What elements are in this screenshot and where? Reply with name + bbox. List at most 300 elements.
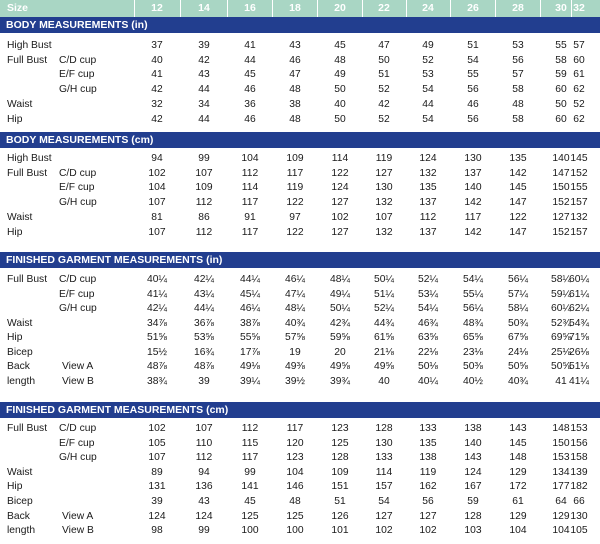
value-cell: 123 bbox=[286, 452, 304, 464]
row-label: Bicep bbox=[7, 346, 33, 358]
table-row bbox=[0, 288, 600, 302]
value-cell: 137 bbox=[419, 197, 437, 209]
value-cell: 152 bbox=[552, 226, 570, 238]
value-cell: 62 bbox=[573, 84, 585, 96]
value-cell: 54 bbox=[378, 496, 390, 507]
value-cell: 53⅝ bbox=[193, 332, 215, 343]
row-label: Hip bbox=[7, 113, 23, 125]
value-cell: 89 bbox=[151, 466, 163, 478]
value-cell: 128 bbox=[331, 452, 349, 464]
row-label: Waist bbox=[7, 211, 33, 223]
value-cell: 97 bbox=[289, 211, 301, 223]
value-cell: 46¼ bbox=[284, 274, 306, 285]
value-cell: 22⅛ bbox=[417, 346, 439, 358]
value-cell: 162 bbox=[419, 481, 437, 493]
value-cell: 61¼ bbox=[568, 288, 590, 300]
value-cell: 99 bbox=[198, 153, 210, 164]
size-header-row bbox=[0, 0, 600, 17]
value-cell: 148 bbox=[552, 423, 570, 434]
value-cell: 50¼ bbox=[329, 303, 351, 314]
table-row bbox=[0, 317, 600, 331]
value-cell: 177 bbox=[552, 481, 570, 493]
value-cell: 49⅝ bbox=[329, 361, 351, 372]
table-row bbox=[0, 451, 600, 465]
value-cell: 41 bbox=[151, 69, 163, 81]
value-cell: 50¼ bbox=[373, 274, 395, 285]
table-row bbox=[0, 196, 600, 210]
value-cell: 143 bbox=[509, 423, 527, 434]
column-divider bbox=[495, 0, 496, 17]
value-cell: 41¼ bbox=[146, 288, 168, 300]
value-cell: 56¼ bbox=[462, 303, 484, 314]
row-label: Back bbox=[7, 361, 30, 372]
column-divider bbox=[571, 0, 572, 17]
value-cell: 42¼ bbox=[146, 303, 168, 314]
value-cell: 137 bbox=[464, 167, 482, 179]
value-cell: 42 bbox=[151, 84, 163, 96]
column-divider bbox=[362, 0, 363, 17]
value-cell: 109 bbox=[331, 466, 349, 478]
value-cell: 54 bbox=[422, 113, 434, 125]
value-cell: 71⅝ bbox=[568, 332, 590, 343]
value-cell: 51¼ bbox=[373, 288, 395, 300]
value-cell: 54¼ bbox=[462, 274, 484, 285]
section-title-text: FINISHED GARMENT MEASUREMENTS (in) bbox=[6, 254, 223, 266]
value-cell: 101 bbox=[331, 525, 349, 537]
column-divider bbox=[317, 0, 318, 17]
value-cell: 104 bbox=[509, 525, 527, 537]
row-sublabel: E/F cup bbox=[59, 288, 95, 300]
value-cell: 105 bbox=[570, 525, 588, 537]
value-cell: 49¼ bbox=[329, 288, 351, 300]
row-sublabel: C/D cup bbox=[59, 423, 97, 434]
value-cell: 40½ bbox=[462, 375, 484, 387]
value-cell: 49 bbox=[334, 69, 346, 81]
value-cell: 114 bbox=[241, 182, 259, 194]
value-cell: 132 bbox=[570, 211, 588, 223]
value-cell: 52 bbox=[378, 84, 390, 96]
value-cell: 48⅞ bbox=[193, 361, 215, 372]
table-row bbox=[0, 83, 600, 97]
value-cell: 124 bbox=[195, 510, 213, 522]
value-cell: 55 bbox=[467, 69, 479, 81]
value-cell: 127 bbox=[419, 510, 437, 522]
value-cell: 64 bbox=[555, 496, 567, 507]
value-cell: 107 bbox=[148, 197, 166, 209]
value-cell: 59⅝ bbox=[329, 332, 351, 343]
value-cell: 23⅛ bbox=[462, 346, 484, 358]
size-30: 30 bbox=[555, 2, 567, 14]
value-cell: 60 bbox=[573, 54, 585, 66]
value-cell: 123 bbox=[331, 423, 349, 434]
row-sublabel: View A bbox=[62, 510, 94, 522]
table-row bbox=[0, 167, 600, 181]
value-cell: 45 bbox=[334, 40, 346, 51]
value-cell: 39¼ bbox=[239, 375, 261, 387]
row-sublabel: C/D cup bbox=[59, 274, 97, 285]
table-row bbox=[0, 331, 600, 345]
value-cell: 52¼ bbox=[417, 274, 439, 285]
value-cell: 112 bbox=[241, 167, 259, 179]
value-cell: 39 bbox=[198, 375, 210, 387]
value-cell: 41 bbox=[244, 40, 256, 51]
table-row bbox=[0, 495, 600, 509]
value-cell: 142 bbox=[509, 167, 527, 179]
value-cell: 43¼ bbox=[193, 288, 215, 300]
value-cell: 42 bbox=[151, 113, 163, 125]
value-cell: 48 bbox=[334, 54, 346, 66]
value-cell: 153 bbox=[552, 452, 570, 464]
value-cell: 129 bbox=[509, 466, 527, 478]
section-title-4 bbox=[0, 402, 600, 418]
value-cell: 102 bbox=[331, 211, 349, 223]
value-cell: 145 bbox=[509, 437, 527, 449]
value-cell: 44 bbox=[198, 113, 210, 125]
row-label: Hip bbox=[7, 332, 23, 343]
table-row bbox=[0, 181, 600, 195]
value-cell: 132 bbox=[375, 226, 393, 238]
value-cell: 55¼ bbox=[462, 288, 484, 300]
value-cell: 107 bbox=[195, 167, 213, 179]
value-cell: 38¾ bbox=[146, 375, 168, 387]
value-cell: 153 bbox=[570, 423, 588, 434]
value-cell: 56 bbox=[467, 84, 479, 96]
value-cell: 63⅝ bbox=[417, 332, 439, 343]
value-cell: 26⅛ bbox=[568, 346, 590, 358]
value-cell: 21⅛ bbox=[373, 346, 395, 358]
value-cell: 112 bbox=[195, 226, 213, 238]
size-26: 26 bbox=[467, 2, 479, 14]
value-cell: 133 bbox=[375, 452, 393, 464]
value-cell: 147 bbox=[509, 197, 527, 209]
value-cell: 99 bbox=[244, 466, 256, 478]
value-cell: 98 bbox=[151, 525, 163, 537]
value-cell: 61 bbox=[573, 69, 585, 81]
value-cell: 48¾ bbox=[462, 317, 484, 329]
value-cell: 102 bbox=[419, 525, 437, 537]
table-row bbox=[0, 524, 600, 538]
value-cell: 66 bbox=[573, 496, 585, 507]
value-cell: 158 bbox=[570, 452, 588, 464]
value-cell: 117 bbox=[241, 452, 259, 464]
size-20: 20 bbox=[334, 2, 346, 14]
value-cell: 57 bbox=[573, 40, 585, 51]
value-cell: 59 bbox=[555, 69, 567, 81]
value-cell: 127 bbox=[331, 226, 349, 238]
value-cell: 102 bbox=[148, 423, 166, 434]
value-cell: 110 bbox=[195, 437, 213, 449]
value-cell: 104 bbox=[148, 182, 166, 194]
value-cell: 134 bbox=[552, 466, 570, 478]
value-cell: 44¼ bbox=[193, 303, 215, 314]
row-label: High Bust bbox=[7, 40, 52, 51]
value-cell: 94 bbox=[151, 153, 163, 164]
value-cell: 40¾ bbox=[284, 317, 306, 329]
value-cell: 129 bbox=[509, 510, 527, 522]
size-18: 18 bbox=[289, 2, 301, 14]
row-sublabel: View A bbox=[62, 361, 94, 372]
value-cell: 54 bbox=[422, 84, 434, 96]
value-cell: 127 bbox=[331, 197, 349, 209]
row-label: High Bust bbox=[7, 153, 52, 164]
value-cell: 44¼ bbox=[239, 274, 261, 285]
value-cell: 51⅝ bbox=[146, 332, 168, 343]
value-cell: 62 bbox=[573, 113, 585, 125]
value-cell: 34⅞ bbox=[146, 317, 168, 329]
column-divider bbox=[450, 0, 451, 17]
value-cell: 48 bbox=[289, 113, 301, 125]
value-cell: 61⅝ bbox=[373, 332, 395, 343]
value-cell: 136 bbox=[195, 481, 213, 493]
row-sublabel: View B bbox=[62, 525, 94, 537]
value-cell: 94 bbox=[198, 466, 210, 478]
value-cell: 46 bbox=[289, 54, 301, 66]
value-cell: 100 bbox=[286, 525, 304, 537]
value-cell: 124 bbox=[464, 466, 482, 478]
value-cell: 129 bbox=[552, 510, 570, 522]
value-cell: 132 bbox=[375, 197, 393, 209]
value-cell: 124 bbox=[331, 182, 349, 194]
value-cell: 43 bbox=[198, 69, 210, 81]
row-sublabel: E/F cup bbox=[59, 69, 95, 81]
column-divider bbox=[406, 0, 407, 17]
size-32: 32 bbox=[573, 2, 585, 14]
value-cell: 45¼ bbox=[239, 288, 261, 300]
value-cell: 48¼ bbox=[329, 274, 351, 285]
row-sublabel: G/H cup bbox=[59, 303, 97, 314]
row-label: length bbox=[7, 525, 36, 537]
value-cell: 48 bbox=[289, 84, 301, 96]
value-cell: 67⅝ bbox=[507, 332, 529, 343]
value-cell: 152 bbox=[570, 167, 588, 179]
table-row bbox=[0, 480, 600, 494]
value-cell: 112 bbox=[195, 452, 213, 464]
value-cell: 152 bbox=[552, 197, 570, 209]
value-cell: 46¼ bbox=[239, 303, 261, 314]
value-cell: 52 bbox=[573, 98, 585, 110]
row-sublabel: C/D cup bbox=[59, 54, 97, 66]
value-cell: 128 bbox=[375, 423, 393, 434]
value-cell: 102 bbox=[148, 167, 166, 179]
value-cell: 53 bbox=[422, 69, 434, 81]
table-row bbox=[0, 152, 600, 166]
value-cell: 81 bbox=[151, 211, 163, 223]
value-cell: 133 bbox=[419, 423, 437, 434]
value-cell: 15½ bbox=[146, 346, 168, 358]
value-cell: 124 bbox=[419, 153, 437, 164]
value-cell: 43 bbox=[289, 40, 301, 51]
value-cell: 58 bbox=[512, 84, 524, 96]
value-cell: 54¾ bbox=[568, 317, 590, 329]
value-cell: 126 bbox=[331, 510, 349, 522]
value-cell: 44¾ bbox=[373, 317, 395, 329]
table-row bbox=[0, 437, 600, 451]
value-cell: 125 bbox=[286, 510, 304, 522]
value-cell: 40 bbox=[334, 98, 346, 110]
row-sublabel: C/D cup bbox=[59, 167, 97, 179]
value-cell: 167 bbox=[464, 481, 482, 493]
value-cell: 120 bbox=[286, 437, 304, 449]
column-divider bbox=[540, 0, 541, 17]
value-cell: 52 bbox=[378, 113, 390, 125]
value-cell: 45 bbox=[244, 496, 256, 507]
value-cell: 38⅞ bbox=[239, 317, 261, 329]
value-cell: 54¼ bbox=[417, 303, 439, 314]
value-cell: 49⅜ bbox=[284, 361, 306, 372]
value-cell: 60¼ bbox=[568, 274, 590, 285]
value-cell: 105 bbox=[148, 437, 166, 449]
value-cell: 138 bbox=[464, 423, 482, 434]
row-label: Full Bust bbox=[7, 167, 48, 179]
value-cell: 41 bbox=[555, 375, 567, 387]
value-cell: 117 bbox=[286, 167, 304, 179]
row-label: length bbox=[7, 375, 36, 387]
value-cell: 147 bbox=[509, 226, 527, 238]
value-cell: 122 bbox=[509, 211, 527, 223]
table-row bbox=[0, 375, 600, 389]
section-title-1 bbox=[0, 17, 600, 33]
value-cell: 150 bbox=[552, 437, 570, 449]
value-cell: 107 bbox=[148, 452, 166, 464]
value-cell: 56 bbox=[422, 496, 434, 507]
value-cell: 112 bbox=[195, 197, 213, 209]
value-cell: 51 bbox=[378, 69, 390, 81]
row-label: Waist bbox=[7, 466, 33, 478]
value-cell: 61 bbox=[512, 496, 524, 507]
value-cell: 58¼ bbox=[550, 274, 572, 285]
value-cell: 127 bbox=[375, 167, 393, 179]
value-cell: 40 bbox=[378, 375, 390, 387]
value-cell: 42¼ bbox=[193, 274, 215, 285]
row-label: Bicep bbox=[7, 496, 33, 507]
row-sublabel: View B bbox=[62, 375, 94, 387]
value-cell: 39 bbox=[198, 40, 210, 51]
value-cell: 109 bbox=[286, 153, 304, 164]
section-title-3 bbox=[0, 252, 600, 268]
value-cell: 40¾ bbox=[507, 375, 529, 387]
value-cell: 51 bbox=[334, 496, 346, 507]
value-cell: 132 bbox=[419, 167, 437, 179]
value-cell: 39¾ bbox=[329, 375, 351, 387]
value-cell: 50⅛ bbox=[417, 361, 439, 372]
value-cell: 112 bbox=[419, 211, 437, 223]
value-cell: 147 bbox=[552, 167, 570, 179]
value-cell: 117 bbox=[286, 423, 304, 434]
value-cell: 42 bbox=[198, 54, 210, 66]
section-title-2 bbox=[0, 132, 600, 148]
value-cell: 86 bbox=[198, 211, 210, 223]
value-cell: 34 bbox=[198, 98, 210, 110]
value-cell: 58 bbox=[512, 113, 524, 125]
value-cell: 55 bbox=[555, 40, 567, 51]
size-14: 14 bbox=[198, 2, 210, 14]
value-cell: 99 bbox=[198, 525, 210, 537]
value-cell: 56¼ bbox=[507, 274, 529, 285]
value-cell: 59 bbox=[467, 496, 479, 507]
value-cell: 47 bbox=[289, 69, 301, 81]
value-cell: 127 bbox=[375, 510, 393, 522]
value-cell: 39½ bbox=[284, 375, 306, 387]
table-row bbox=[0, 422, 600, 436]
value-cell: 104 bbox=[241, 153, 259, 164]
value-cell: 103 bbox=[464, 525, 482, 537]
value-cell: 50⅜ bbox=[462, 361, 484, 372]
row-sublabel: G/H cup bbox=[59, 84, 97, 96]
value-cell: 142 bbox=[464, 226, 482, 238]
value-cell: 119 bbox=[419, 466, 437, 478]
value-cell: 50¾ bbox=[507, 317, 529, 329]
value-cell: 58 bbox=[555, 54, 567, 66]
row-label: Hip bbox=[7, 226, 23, 238]
value-cell: 172 bbox=[509, 481, 527, 493]
value-cell: 45 bbox=[244, 69, 256, 81]
value-cell: 107 bbox=[375, 211, 393, 223]
value-cell: 115 bbox=[241, 437, 259, 449]
value-cell: 24⅛ bbox=[507, 346, 529, 358]
value-cell: 114 bbox=[331, 153, 349, 164]
value-cell: 91 bbox=[244, 211, 256, 223]
value-cell: 54 bbox=[467, 54, 479, 66]
value-cell: 117 bbox=[241, 197, 259, 209]
value-cell: 49 bbox=[422, 40, 434, 51]
value-cell: 46 bbox=[467, 98, 479, 110]
table-row bbox=[0, 466, 600, 480]
table-row bbox=[0, 360, 600, 374]
value-cell: 46 bbox=[244, 113, 256, 125]
value-cell: 145 bbox=[509, 182, 527, 194]
value-cell: 57⅝ bbox=[284, 332, 306, 343]
value-cell: 16¾ bbox=[193, 346, 215, 358]
value-cell: 150 bbox=[552, 182, 570, 194]
value-cell: 17⅞ bbox=[239, 346, 261, 358]
section-title-text: BODY MEASUREMENTS (in) bbox=[6, 19, 148, 31]
row-sublabel: E/F cup bbox=[59, 182, 95, 194]
value-cell: 40¼ bbox=[146, 274, 168, 285]
row-sublabel: E/F cup bbox=[59, 437, 95, 449]
value-cell: 51⅛ bbox=[568, 361, 590, 372]
value-cell: 122 bbox=[331, 167, 349, 179]
value-cell: 157 bbox=[375, 481, 393, 493]
row-label: Waist bbox=[7, 317, 33, 329]
value-cell: 53¼ bbox=[417, 288, 439, 300]
value-cell: 48¼ bbox=[284, 303, 306, 314]
column-divider bbox=[134, 0, 135, 17]
value-cell: 131 bbox=[148, 481, 166, 493]
value-cell: 107 bbox=[195, 423, 213, 434]
value-cell: 60 bbox=[555, 84, 567, 96]
value-cell: 40 bbox=[151, 54, 163, 66]
value-cell: 130 bbox=[375, 182, 393, 194]
table-row bbox=[0, 273, 600, 287]
value-cell: 42¾ bbox=[329, 317, 351, 329]
size-28: 28 bbox=[512, 2, 524, 14]
value-cell: 104 bbox=[286, 466, 304, 478]
value-cell: 114 bbox=[375, 466, 393, 478]
table-row bbox=[0, 98, 600, 112]
value-cell: 58¼ bbox=[507, 303, 529, 314]
value-cell: 37 bbox=[151, 40, 163, 51]
row-label: Hip bbox=[7, 481, 23, 493]
value-cell: 157 bbox=[570, 197, 588, 209]
value-cell: 40¼ bbox=[417, 375, 439, 387]
value-cell: 50 bbox=[334, 84, 346, 96]
value-cell: 60¼ bbox=[550, 303, 572, 314]
row-label: Full Bust bbox=[7, 274, 48, 285]
value-cell: 141 bbox=[241, 481, 259, 493]
value-cell: 65⅝ bbox=[462, 332, 484, 343]
column-divider bbox=[227, 0, 228, 17]
value-cell: 52¾ bbox=[550, 317, 572, 329]
